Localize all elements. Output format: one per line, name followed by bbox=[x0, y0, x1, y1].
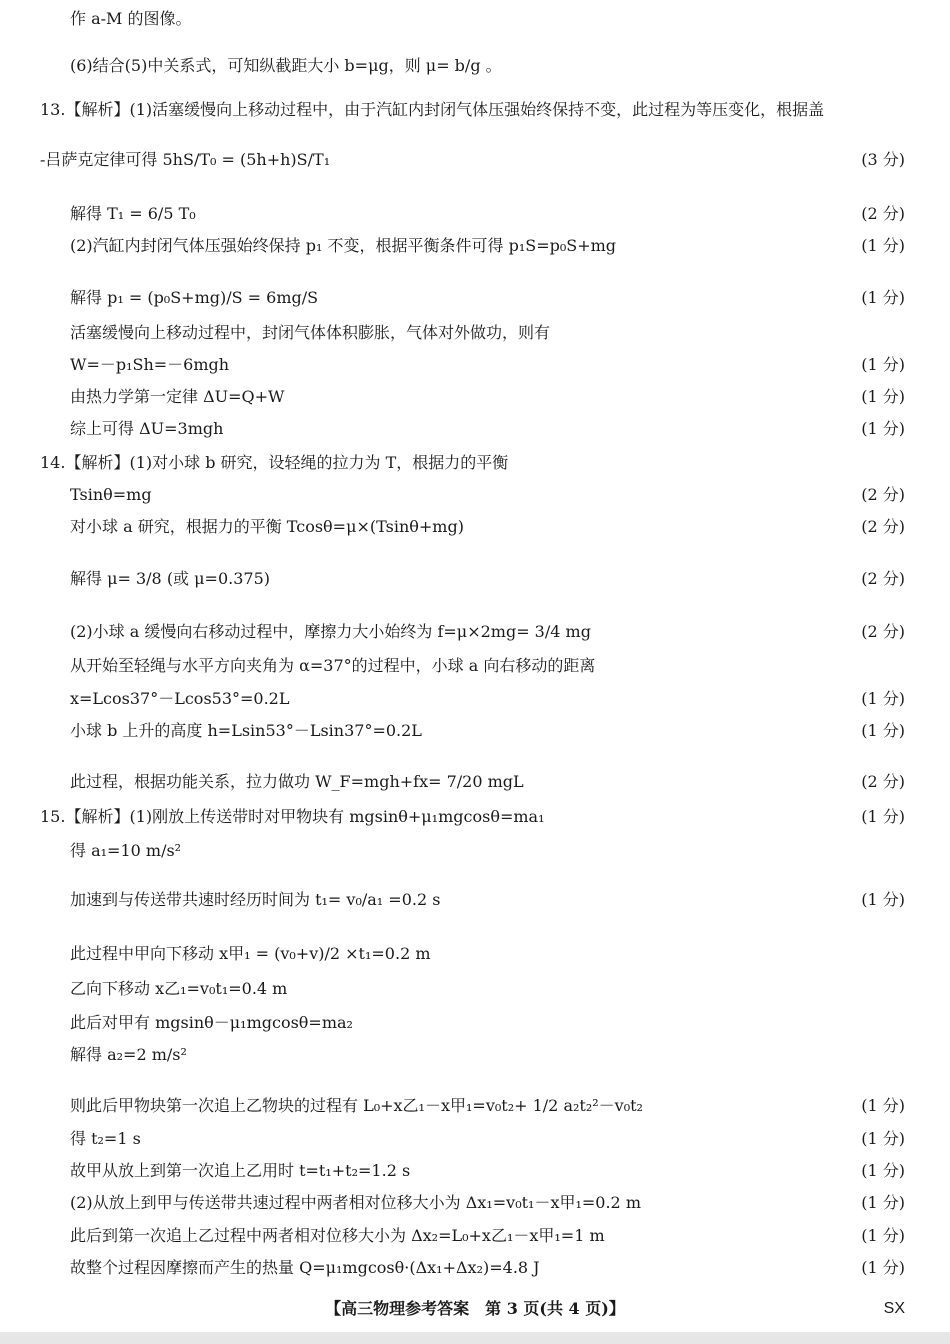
answer-line bbox=[0, 802, 950, 832]
answer-line bbox=[0, 608, 950, 656]
answer-line-text: (2)小球 a 缓慢向右移动过程中，摩擦力大小始终为 f=μ×2mg= 3/4 mg bbox=[70, 622, 591, 641]
answer-line bbox=[0, 758, 950, 806]
answer-line-text: 故甲从放上到第一次追上乙用时 t=t₁+t₂=1.2 s bbox=[70, 1161, 411, 1180]
score-label: (1 分) bbox=[861, 387, 905, 406]
answer-line bbox=[0, 1221, 950, 1251]
answer-line bbox=[0, 382, 950, 412]
score-label: (1 分) bbox=[861, 1096, 905, 1115]
answer-line bbox=[0, 651, 950, 681]
score-label: (1 分) bbox=[861, 288, 905, 307]
answer-line-text: 乙向下移动 x乙₁=v₀t₁=0.4 m bbox=[70, 979, 288, 998]
answer-line-text: -吕萨克定律可得 5hS/T₀ = (5h+h)S/T₁ bbox=[40, 150, 331, 169]
answer-line bbox=[0, 1008, 950, 1038]
answer-line-text: (2)从放上到甲与传送带共速过程中两者相对位移大小为 Δx₁=v₀t₁－x甲₁=0.2 m bbox=[70, 1193, 641, 1212]
answer-line-text: (2)汽缸内封闭气体压强始终保持 p₁ 不变，根据平衡条件可得 p₁S=p₀S+mg bbox=[70, 236, 617, 255]
answer-line bbox=[0, 1188, 950, 1218]
score-label: (1 分) bbox=[861, 236, 905, 255]
answer-line-text: 此过程，根据功能关系，拉力做功 W_F=mgh+fx= 7/20 mgL bbox=[70, 772, 524, 791]
answer-line bbox=[0, 930, 950, 978]
answer-line bbox=[0, 1124, 950, 1154]
answer-line-text: 解得 a₂=2 m/s² bbox=[70, 1045, 187, 1064]
answer-line-text: 解得 μ= 3/8 (或 μ=0.375) bbox=[70, 569, 270, 588]
answer-line bbox=[0, 136, 950, 184]
answer-line-text: 此过程中甲向下移动 x甲₁ = (v₀+v)/2 ×t₁=0.2 m bbox=[70, 944, 431, 963]
answer-line-text: (6)结合(5)中关系式，可知纵截距大小 b=μg，则 μ= b/g 。 bbox=[70, 56, 502, 75]
answer-line-text: 作 a-M 的图像。 bbox=[70, 9, 192, 28]
answer-line-text: 13.【解析】(1)活塞缓慢向上移动过程中，由于汽缸内封闭气体压强始终保持不变，此过程为等压变化，根据盖 bbox=[40, 100, 825, 119]
answer-line-text: 此后到第一次追上乙过程中两者相对位移大小为 Δx₂=L₀+x乙₁－x甲₁=1 m bbox=[70, 1226, 605, 1245]
footer-code: SX bbox=[883, 1300, 905, 1317]
answer-line bbox=[0, 95, 950, 125]
score-label: (1 分) bbox=[861, 689, 905, 708]
answer-line-text: 故整个过程因摩擦而产生的热量 Q=μ₁mgcosθ·(Δx₁+Δx₂)=4.8 J bbox=[70, 1258, 540, 1277]
answer-line-text: 加速到与传送带共速时经历时间为 t₁= v₀/a₁ =0.2 s bbox=[70, 890, 441, 909]
answer-line bbox=[0, 876, 950, 924]
score-label: (1 分) bbox=[861, 419, 905, 438]
answer-line bbox=[0, 448, 950, 478]
answer-line bbox=[0, 716, 950, 746]
answer-line bbox=[0, 414, 950, 444]
score-label: (2 分) bbox=[861, 569, 905, 588]
score-label: (2 分) bbox=[861, 622, 905, 641]
answer-line-text: 得 a₁=10 m/s² bbox=[70, 841, 182, 860]
answer-line bbox=[0, 684, 950, 714]
answer-line bbox=[0, 1082, 950, 1130]
score-label: (1 分) bbox=[861, 1193, 905, 1212]
answer-line bbox=[0, 1040, 950, 1070]
answer-line-text: 小球 b 上升的高度 h=Lsin53°－Lsin37°=0.2L bbox=[70, 721, 422, 740]
score-label: (3 分) bbox=[861, 150, 905, 169]
score-label: (1 分) bbox=[861, 1226, 905, 1245]
answer-line bbox=[0, 1253, 950, 1283]
answer-line bbox=[0, 4, 950, 34]
answer-line bbox=[0, 42, 950, 90]
answer-line-text: W=－p₁Sh=－6mgh bbox=[70, 355, 230, 374]
answer-line-text: 对小球 a 研究，根据力的平衡 Tcosθ=μ×(Tsinθ+mg) bbox=[70, 517, 464, 536]
answer-line-text: 活塞缓慢向上移动过程中，封闭气体体积膨胀，气体对外做功，则有 bbox=[70, 323, 551, 342]
score-label: (1 分) bbox=[861, 355, 905, 374]
page-footer: 【高三物理参考答案 第 3 页(共 4 页)】 bbox=[325, 1299, 625, 1318]
answer-line-text: 得 t₂=1 s bbox=[70, 1129, 141, 1148]
answer-line bbox=[0, 231, 950, 261]
score-label: (2 分) bbox=[861, 772, 905, 791]
score-label: (1 分) bbox=[861, 1258, 905, 1277]
answer-line bbox=[0, 555, 950, 603]
bottom-scroll-bar bbox=[0, 1332, 950, 1344]
answer-line-text: Tsinθ=mg bbox=[70, 485, 152, 504]
answer-line bbox=[0, 318, 950, 348]
answer-line bbox=[0, 274, 950, 322]
answer-line-text: 解得 p₁ = (p₀S+mg)/S = 6mg/S bbox=[70, 288, 319, 307]
answer-line bbox=[0, 836, 950, 866]
answer-line-text: 解得 T₁ = 6/5 T₀ bbox=[70, 204, 196, 223]
answer-line-text: 则此后甲物块第一次追上乙物块的过程有 L₀+x乙₁－x甲₁=v₀t₂+ 1/2 a₂t₂²－v₀t₂ bbox=[70, 1096, 643, 1115]
answer-line bbox=[0, 512, 950, 542]
score-label: (1 分) bbox=[861, 1161, 905, 1180]
score-label: (1 分) bbox=[861, 721, 905, 740]
answer-line-text: 从开始至轻绳与水平方向夹角为 α=37°的过程中，小球 a 向右移动的距离 bbox=[70, 656, 596, 675]
answer-line bbox=[0, 974, 950, 1004]
score-label: (2 分) bbox=[861, 204, 905, 223]
score-label: (1 分) bbox=[861, 807, 905, 826]
score-label: (1 分) bbox=[861, 890, 905, 909]
answer-line bbox=[0, 350, 950, 380]
answer-line-text: x=Lcos37°－Lcos53°=0.2L bbox=[70, 689, 290, 708]
answer-line-text: 15.【解析】(1)刚放上传送带时对甲物块有 mgsinθ+μ₁mgcosθ=ma₁ bbox=[40, 807, 545, 826]
score-label: (2 分) bbox=[861, 485, 905, 504]
answer-line-text: 此后对甲有 mgsinθ－μ₁mgcosθ=ma₂ bbox=[70, 1013, 353, 1032]
answer-line-text: 由热力学第一定律 ΔU=Q+W bbox=[70, 387, 285, 406]
answer-line-text: 14.【解析】(1)对小球 b 研究，设轻绳的拉力为 T，根据力的平衡 bbox=[40, 453, 509, 472]
score-label: (2 分) bbox=[861, 517, 905, 536]
score-label: (1 分) bbox=[861, 1129, 905, 1148]
answer-line bbox=[0, 480, 950, 510]
answer-line-text: 综上可得 ΔU=3mgh bbox=[70, 419, 224, 438]
answer-line bbox=[0, 1156, 950, 1186]
